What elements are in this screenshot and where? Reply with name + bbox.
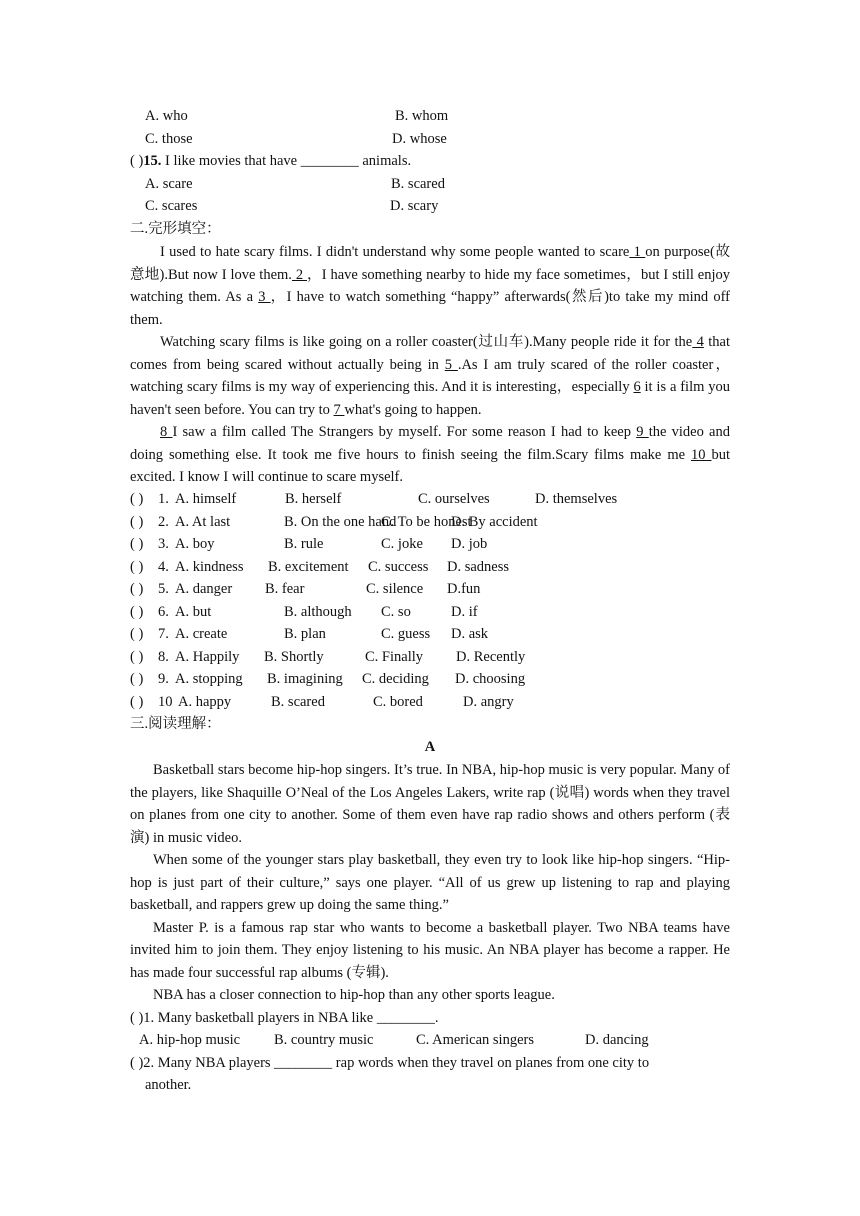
- passage-text: but excited. I know I will continue to scare myself.: [130, 446, 731, 485]
- passage-text: the video and doing something else. It took me five hours to finish seeing the film.Scary films make me: [130, 424, 730, 463]
- option-d: D. job: [451, 536, 488, 552]
- option-a: A. kindness: [175, 558, 244, 575]
- option-b: B. fear: [265, 581, 305, 597]
- option-d: D. ask: [451, 626, 489, 642]
- option-14-b: B. whom: [395, 108, 449, 124]
- passage-text: that comes from being scared without actually being in: [130, 334, 730, 373]
- question-number: 4.: [158, 558, 169, 575]
- option-d: D. themselves: [535, 491, 618, 507]
- cloze-passage: [130, 241, 730, 489]
- option-a: A. stopping: [175, 671, 243, 687]
- option-a: A. At last: [175, 513, 231, 530]
- question-number: 6.: [158, 603, 169, 620]
- answer-paren[interactable]: ( ): [130, 626, 144, 642]
- option-a: A. danger: [175, 581, 233, 597]
- question-number: 5.: [158, 581, 169, 597]
- reading-paragraph-1: Basketball stars become hip-hop singers. It’s true. In NBA, hip-hop music is very popular. Many of the players, like Shaquille O’Neal of the Los Angeles Lakers, write rap (说唱) words when they travel on planes from one city to another. Some of them even have rap radio shows and others perform (表演) in music video.: [130, 762, 730, 846]
- option-d: D. angry: [463, 693, 514, 710]
- blank-1: 1: [629, 244, 646, 260]
- reading-question-2: [130, 1054, 649, 1072]
- passage-title: A: [424, 739, 436, 755]
- reading-paragraph-2: When some of the younger stars play basketball, they even try to look like hip-hop singers. “Hip-hop is just part of their culture,” says one player. “All of us grew up listening to rap and playing basketball, and rappers grew up doing the same thing.”: [130, 852, 730, 913]
- passage-text: on purpose(故意地).But now I love them.: [130, 244, 730, 283]
- answer-paren: ( ): [130, 153, 144, 169]
- option-a: A. create: [175, 626, 228, 642]
- blank-7: 7: [333, 401, 345, 418]
- option-d: D. By accident: [451, 513, 538, 530]
- reading-passage: [130, 759, 730, 1007]
- cloze-paragraph-2: [130, 331, 730, 421]
- option-a: A. boy: [175, 536, 215, 552]
- question-number: 10: [158, 693, 173, 710]
- answer-paren[interactable]: ( ): [130, 558, 144, 575]
- option-c: C. ourselves: [418, 491, 490, 507]
- question-number: 7.: [158, 626, 169, 642]
- blank-5: 5: [444, 356, 458, 373]
- option-b: B. Shortly: [264, 648, 324, 665]
- blank-8: 8: [160, 424, 173, 440]
- option-d: D. Recently: [456, 648, 526, 665]
- question-15: [130, 152, 411, 170]
- blank-3: 3: [258, 289, 271, 305]
- option-a: A. but: [175, 603, 212, 620]
- option-15-b: B. scared: [391, 176, 445, 192]
- passage-text: .As I am truly scared of the roller coaster，watching scary films is my way of experiencing this. And it is interesting，especially: [130, 356, 731, 395]
- question-number: 3.: [158, 536, 169, 552]
- blank-9: 9: [636, 424, 649, 440]
- question-number: 15.: [143, 153, 162, 169]
- answer-paren[interactable]: ( ): [130, 671, 144, 687]
- option-c: C. silence: [366, 581, 424, 597]
- option-b: B. herself: [285, 491, 342, 507]
- answer-paren: ( ): [130, 1055, 144, 1071]
- answer-paren[interactable]: ( ): [130, 603, 144, 620]
- reading-q1-option-d: D. dancing: [585, 1032, 649, 1048]
- answer-paren[interactable]: ( ): [130, 581, 144, 597]
- reading-q1-option-a: A. hip-hop music: [139, 1032, 241, 1048]
- section-heading-reading: 三.阅读理解：: [130, 716, 221, 732]
- section-heading-cloze: 二.完形填空：: [130, 221, 221, 237]
- reading-q1-option-b: B. country music: [274, 1032, 374, 1048]
- blank-4: 4: [692, 334, 704, 350]
- option-d: D.fun: [447, 581, 481, 597]
- option-15-c: C. scares: [145, 198, 198, 214]
- question-number: 1.: [158, 491, 169, 507]
- blank-6: 6: [633, 379, 641, 395]
- option-c: C. joke: [381, 536, 423, 552]
- answer-paren[interactable]: ( ): [130, 513, 144, 530]
- option-b: B. imagining: [267, 671, 343, 687]
- option-c: C. bored: [373, 693, 423, 710]
- blank-2: 2: [291, 266, 307, 283]
- question-number: 2.: [158, 513, 169, 530]
- option-b: B. On the one hand: [284, 513, 397, 530]
- option-a: A. himself: [175, 491, 237, 507]
- passage-text: it is a film you haven't seen before. You can try to: [130, 379, 730, 418]
- option-14-a: A. who: [145, 108, 188, 124]
- option-15-d: D. scary: [390, 198, 439, 214]
- option-c: C. To be honest: [381, 513, 472, 530]
- option-b: B. although: [284, 603, 352, 620]
- passage-text: ，I have to watch something “happy” afterwards(然后)to take my mind off them.: [130, 289, 730, 328]
- option-b: B. plan: [284, 626, 326, 642]
- option-c: C. guess: [381, 626, 431, 642]
- option-c: C. so: [381, 603, 411, 620]
- reading-paragraph-4: NBA has a closer connection to hip-hop than any other sports league.: [153, 987, 555, 1003]
- reading-paragraph-3: Master P. is a famous rap star who wants to become a basketball player. Two NBA teams have invited him to join them. They enjoy listening to his music. An NBA player has become a rapper. He has made four successful rap albums (专辑).: [130, 919, 730, 981]
- option-d: D. sadness: [447, 558, 510, 575]
- answer-paren: ( ): [130, 1010, 144, 1026]
- reading-question-1: [130, 1009, 439, 1027]
- answer-paren[interactable]: ( ): [130, 536, 144, 552]
- cloze-paragraph-1: [130, 241, 730, 331]
- passage-text: ，I have something nearby to hide my face sometimes，but I still enjoy watching them. As a: [130, 266, 730, 305]
- cloze-paragraph-3: [130, 421, 730, 489]
- answer-paren[interactable]: ( ): [130, 491, 144, 507]
- question-number: 8.: [158, 648, 169, 665]
- question-stem: I like movies that have ________ animals.: [161, 153, 412, 169]
- reading-q1-option-c: C. American singers: [416, 1032, 534, 1048]
- option-b: B. excitement: [268, 558, 349, 575]
- option-14-c: C. those: [145, 131, 193, 147]
- answer-paren[interactable]: ( ): [130, 648, 144, 665]
- blank-10: 10: [691, 446, 712, 463]
- question-stem: 2. Many NBA players ________ rap words when they travel on planes from one city to: [143, 1055, 650, 1071]
- passage-text: I saw a film called The Strangers by myself. For some reason I had to keep: [172, 424, 637, 440]
- option-d: D. if: [451, 603, 478, 620]
- option-14-d: D. whose: [392, 131, 447, 147]
- passage-text: Watching scary films is like going on a roller coaster(过山车).Many people ride it for the: [160, 334, 693, 350]
- question-stem: 1. Many basketball players in NBA like ________.: [143, 1010, 439, 1026]
- option-a: A. happy: [178, 693, 232, 710]
- passage-text: what's going to happen.: [344, 401, 482, 418]
- option-d: D. choosing: [455, 671, 526, 687]
- question-number: 9.: [158, 671, 169, 687]
- reading-question-2-continued: another.: [145, 1077, 192, 1093]
- option-b: B. rule: [284, 536, 324, 552]
- option-b: B. scared: [271, 693, 325, 710]
- option-c: C. Finally: [365, 648, 424, 665]
- answer-paren[interactable]: ( ): [130, 693, 144, 710]
- passage-text: I used to hate scary films. I didn't understand why some people wanted to scare: [160, 244, 630, 260]
- option-c: C. deciding: [362, 671, 429, 687]
- option-c: C. success: [368, 558, 429, 575]
- option-15-a: A. scare: [145, 176, 193, 192]
- option-a: A. Happily: [175, 648, 240, 665]
